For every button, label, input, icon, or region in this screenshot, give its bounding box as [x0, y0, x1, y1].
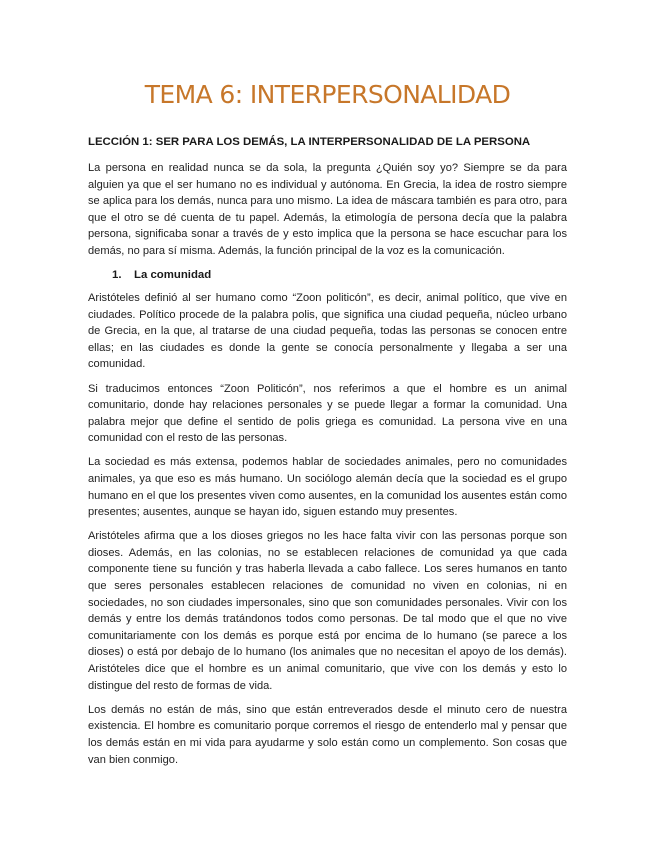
- body-paragraph: Aristóteles definió al ser humano como “Zoon politicón”, es decir, animal político, que vive en ciudades. Político procede de la palabra polis, que significa una ciudad pequeña, núcleo urbano de Grecia, en la que, al tratarse de una ciudad pequeña, todas las personas se conocen entre ellas; en las ciudades es donde la gente se conocía personalmente y llegaba a ser una comunidad.: [88, 292, 567, 371]
- body-paragraph: Aristóteles afirma que a los dioses griegos no les hace falta vivir con las personas porque son dioses. Además, en las colonias, no se establecen relaciones de comunidad ya que cada componente tiene su función y tras haberla llevada a cabo fallece. Los seres humanos en tanto que seres personales establecen relaciones de comunidad no viven en colonias, ni en sociedades, no son ciudades impersonales, sino que son comunidades personales. Vivir con los demás y entre los demás tratándonos todos como personas. De tal modo que el que no vive comunitariamente con los demás es porque está por encima de lo humano (se parece a los dioses) o está por debajo de lo humano (los animales que no necesitan el apoyo de los demás). Aristóteles dice que el hombre es un animal comunitario, que vive con los demás y esto lo distingue del resto de formas de vida.: [88, 530, 567, 692]
- body-paragraph: Los demás no están de más, sino que están entreverados desde el minuto cero de nuestra existencia. El hombre es comunitario porque corremos el riesgo de entenderlo mal y pensar que los demás están en mi vida para ayudarme y solo están como un complemento. Son cosas que van bien conmigo.: [88, 703, 567, 766]
- lesson-heading: LECCIÓN 1: SER PARA LOS DEMÁS, LA INTERPERSONALIDAD DE LA PERSONA: [88, 136, 531, 148]
- section-title: La comunidad: [134, 269, 212, 282]
- page-title: TEMA 6: INTERPERSONALIDAD: [144, 80, 511, 109]
- body-paragraph: La sociedad es más extensa, podemos hablar de sociedades animales, pero no comunidades animales, ya que eso es más humano. Un sociólogo alemán decía que la sociedad es el grupo humano en el que los presentes viven como ausentes, en la comunidad los ausentes están como presentes; ausentes, aunque se hayan ido, siguen estando muy presentes.: [88, 456, 567, 519]
- section-number: 1.: [112, 269, 122, 282]
- intro-paragraph: La persona en realidad nunca se da sola, la pregunta ¿Quién soy yo? Siempre se da para alguien ya que el ser humano no es individual y autónoma. En Grecia, la idea de rostro siempre se aplica para los demás, nunca para uno mismo. La idea de máscara también es para otro, para que el otro se dé cuenta de tu papel. Además, la etimología de persona decía que la palabra persona, significaba sonar a través de y esto implica que la persona se hace escuchar para los demás, no para sí misma. Además, la función principal de la voz es la comunicación.: [88, 162, 567, 257]
- body-paragraph: Si traducimos entonces “Zoon Politicón”, nos referimos a que el hombre es un animal comunitario, donde hay relaciones personales y se puede llegar a formar la comunidad. Una palabra mejor que define el sentido de polis griega es comunidad. La persona vive en una comunidad con el resto de las personas.: [88, 382, 567, 445]
- section-heading: [112, 267, 567, 283]
